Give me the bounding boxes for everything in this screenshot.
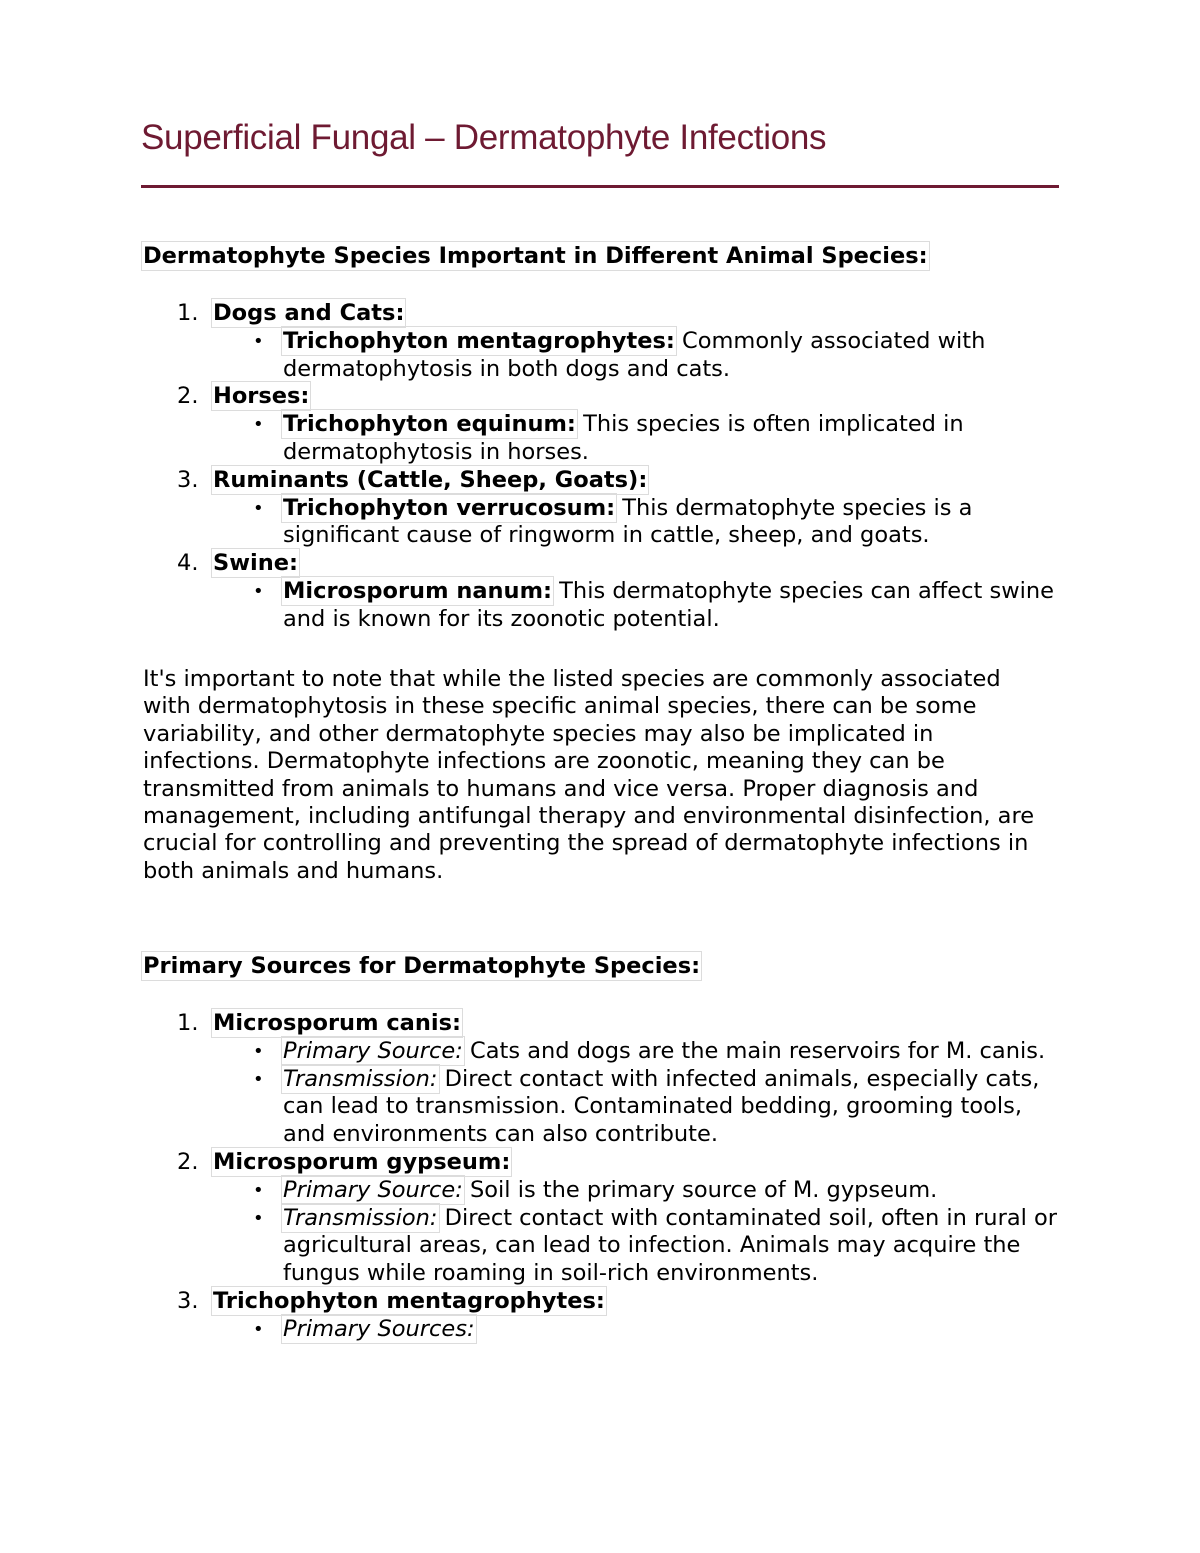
sub-list-item: • Transmission: Direct contact with infected animals, especially cats, can lead to transmission. Contaminated bedding, grooming tools, and environments can also contribute. [253,1065,1040,1148]
list-item-label: Horses: [213,383,310,410]
sub-list-item: • Trichophyton equinum: This species is often implicated in dermatophytosis in horses. [253,411,964,465]
list-item: 2. Horses: • Trichophyton equinum: This species is often implicated in dermatophytosis in horses. [143,383,1063,466]
sub-list-item: • Trichophyton mentagrophytes: Commonly associated with dermatophytosis in both dogs and cats. [253,327,986,382]
bullet-icon: • [253,330,264,352]
sub-list-item: • Primary Source: Soil is the primary source of M. gypseum. [253,1176,938,1203]
bullet-icon: • [253,414,264,436]
sub-list-item: • Primary Source: Cats and dogs are the main reservoirs for M. canis. [253,1037,1046,1064]
title-divider [141,185,1059,188]
primary-sources-list [143,1010,1063,1344]
list-item: 1. Microsporum canis: • Primary Source: Cats and dogs are the main reservoirs for M. canis. • Transmission: Direct contact with infected animals, especially cats, can lead to transmission. Contaminated bedding, grooming tools, and environments can also contribute. [143,1010,1063,1149]
sub-list-item: • Microsporum nanum: This dermatophyte species can affect swine and is known for its zoonotic potential. [253,577,1054,632]
bullet-icon: • [253,1068,264,1090]
list-item-label: Microsporum gypseum: [213,1148,511,1175]
note-paragraph: It's important to note that while the listed species are commonly associated with dermatophytosis in these specific animal species, there can be some variability, and other dermatophyte species may also be implicated in infections. Dermatophyte infections are zoonotic, meaning they can be transmitted from animals to humans and vice versa. Proper diagnosis and management, including antifungal therapy and environmental disinfection, are crucial for controlling and preventing the spread of dermatophyte infections in both animals and humans. [143,666,1035,884]
bullet-icon: • [253,580,264,602]
list-item-label: Dogs and Cats: [213,300,405,326]
list-item-label: Microsporum canis: [213,1010,461,1036]
bullet-icon: • [253,1040,264,1062]
list-item: 3. Trichophyton mentagrophytes: • Primary Sources: [143,1288,1063,1344]
list-item: 1. Dogs and Cats: • Trichophyton mentagrophytes: Commonly associated with dermatophytosis in both dogs and cats. [143,300,1063,383]
section-heading-sources: Primary Sources for Dermatophyte Species: [143,953,701,979]
sub-list-item: • Transmission: Direct contact with contaminated soil, often in rural or agricultural areas, can lead to infection. Animals may acquire the fungus while roaming in soil-rich environments. [253,1204,1058,1287]
bullet-icon: • [253,497,264,519]
section-heading-species: Dermatophyte Species Important in Different Animal Species: [143,243,928,269]
bullet-icon: • [253,1179,264,1201]
animal-species-list [143,300,1063,634]
sub-list-item: • Trichophyton verrucosum: This dermatophyte species is a significant cause of ringworm in cattle, sheep, and goats. [253,494,973,549]
list-item: 3. Ruminants (Cattle, Sheep, Goats): • Trichophyton verrucosum: This dermatophyte species is a significant cause of ringworm in cattle, sheep, and goats. [143,467,1063,550]
list-item-label: Trichophyton mentagrophytes: [213,1287,605,1314]
list-item: 4. Swine: • Microsporum nanum: This dermatophyte species can affect swine and is known for its zoonotic potential. [143,550,1063,633]
list-item-label: Ruminants (Cattle, Sheep, Goats): [213,466,648,493]
list-item-label: Swine: [213,550,298,577]
list-item: 2. Microsporum gypseum: • Primary Source: Soil is the primary source of M. gypseum. • Transmission: Direct contact with contaminated soil, often in rural or agricultural areas, can lead to infection. Animals may acquire the fungus while roaming in soil-rich environments. [143,1149,1063,1288]
document-title: Superficial Fungal – Dermatophyte Infections [141,118,827,157]
bullet-icon: • [253,1318,264,1340]
sub-list-item: • Primary Sources: [253,1315,475,1342]
bullet-icon: • [253,1207,264,1229]
